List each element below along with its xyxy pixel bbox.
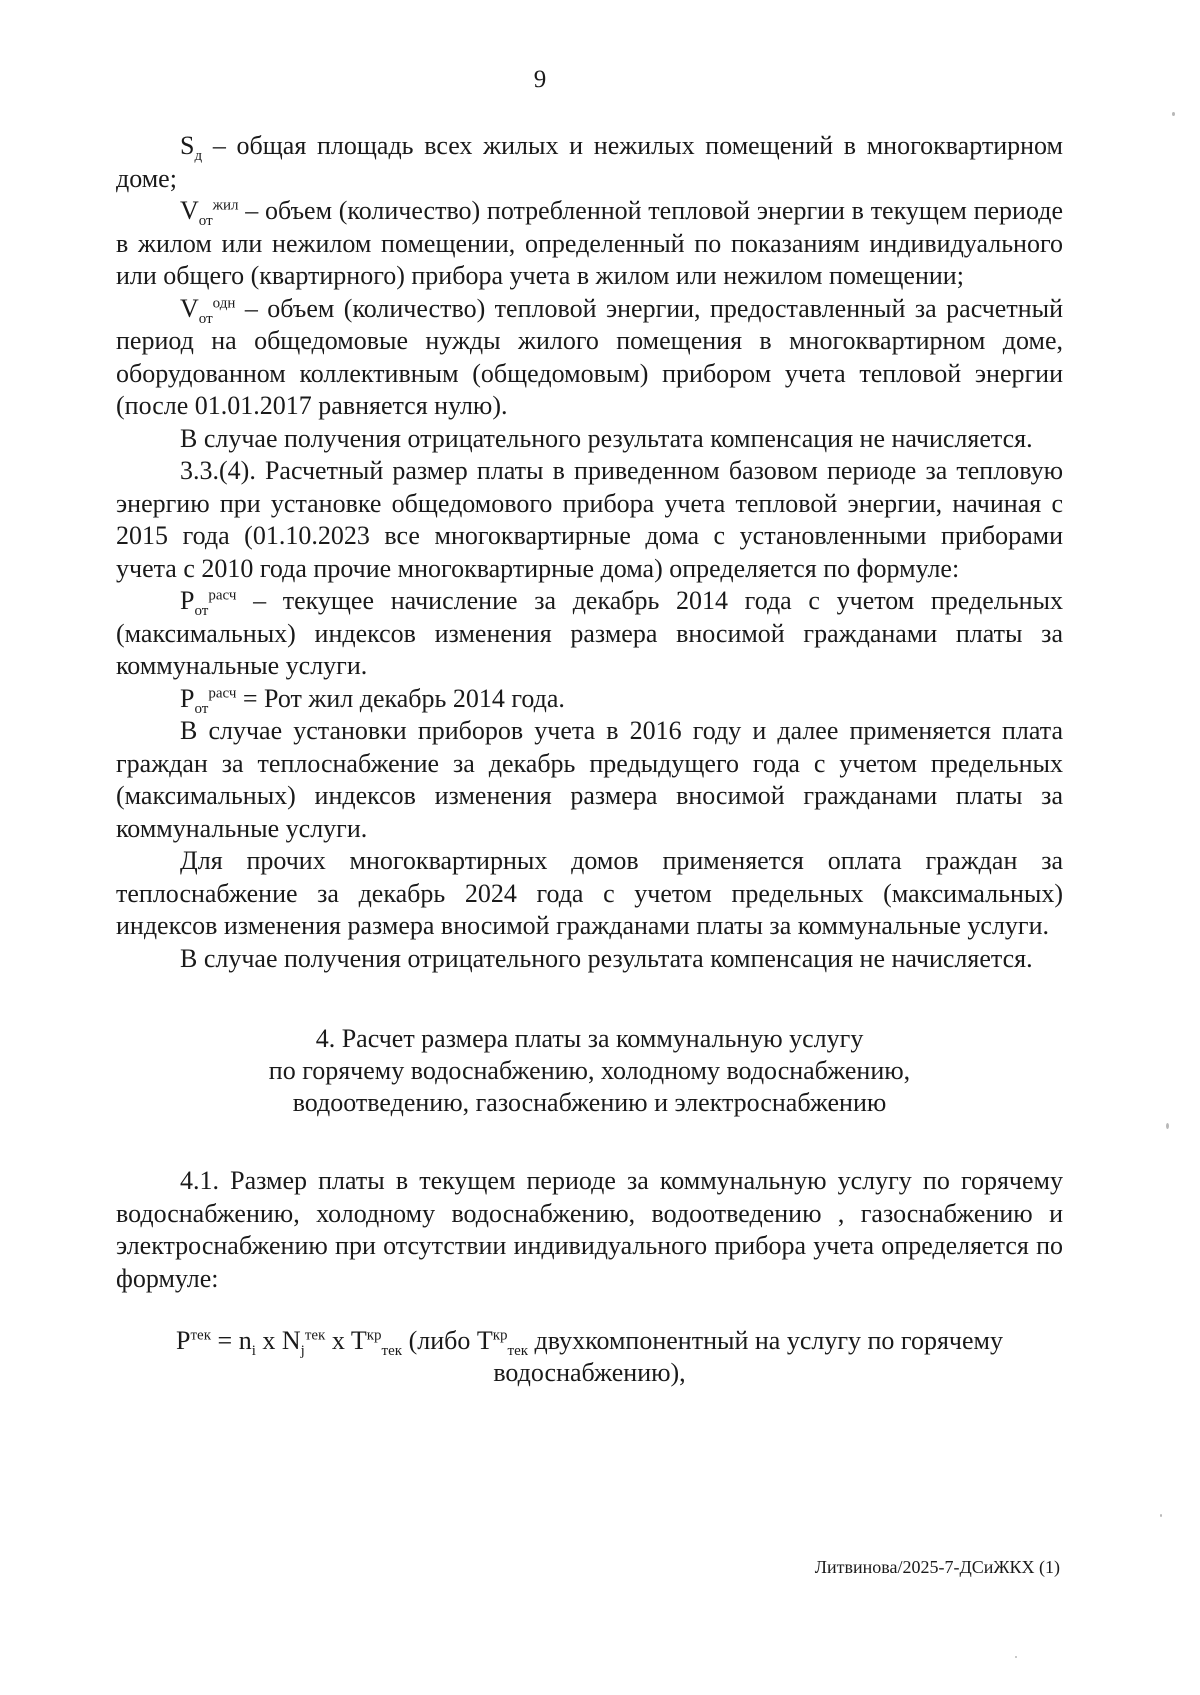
definition-s-d: $S_д$ – общая площадь всех жилых и нежилых помещений в многоквартирном доме; (116, 131, 1063, 193)
section-4-heading (116, 1023, 1063, 1119)
document-body (116, 130, 1063, 1389)
page-number: 9 (533, 66, 547, 93)
scan-speck (1172, 112, 1175, 116)
definition-p-rasch: $P_{от}^{расч}$ – текущее начисление за декабрь 2014 года с учетом предельных (максимальных) индексов изменения размера вносимой гражданами платы за коммунальные услуги. (116, 586, 1063, 680)
paragraph-2016: В случае установки приборов учета в 2016 году и далее применяется плата граждан за теплоснабжение за декабрь предыдущего года с учетом предельных (максимальных) индексов изменения размера вносимой гражданами платы за коммунальные услуги. (116, 716, 1063, 843)
paragraph-negative-result-1: В случае получения отрицательного результата компенсация не начисляется. (180, 423, 1033, 453)
definition-v-zhil: $V_{от}^{жил}$ – объем (количество) потребленной тепловой энергии в текущем периоде в жилом или нежилом помещении, определенный по показаниям индивидуального или общего (квартирного) прибора учета в жилом или нежилом помещении; (116, 196, 1063, 290)
formula-p-tek: $P^{тек} = n_i$ x $N_j^{тек}$ x $T^{кр}_{тек}$ (либо $T^{кр}_{тек}$ двухкомпонентный на услугу по горячему водоснабжению), (176, 1326, 1003, 1387)
document-reference: Литвинова/2025-7-ДСиЖКХ (1) (814, 1557, 1060, 1577)
section-4-heading-line: по горячему водоснабжению, холодному водоснабжению, (268, 1056, 911, 1085)
section-4-heading-line: 4. Расчет размера платы за коммунальную услугу (315, 1024, 864, 1053)
definition-v-odn: $V_{от}^{одн}$ – объем (количество) тепловой энергии, предоставленный за расчетный период на общедомовые нужды жилого помещения в многоквартирном доме, оборудованном коллективным (общедомовым) прибором учета тепловой энергии (после 01.01.2017 равняется нулю). (116, 293, 1063, 420)
paragraph-3-3-4: 3.3.(4). Расчетный размер платы в приведенном базовом периоде за тепловую энергию при установке общедомового прибора учета тепловой энергии, начиная с 2015 года (01.10.2023 все многоквартирные дома с установленными приборами учета с 2010 года прочие многоквартирные дома) определяется по формуле: (116, 456, 1063, 583)
paragraph-4-1: 4.1. Размер платы в текущем периоде за коммунальную услугу по горячему водоснабжению, холодному водоснабжению, водоотведению , газоснабжению и электроснабжению при отсутствии индивидуального прибора учета определяется по формуле: (116, 1166, 1063, 1293)
scan-speck (1160, 1514, 1162, 1517)
scan-speck (1166, 1123, 1169, 1129)
paragraph-negative-result-2: В случае получения отрицательного результата компенсация не начисляется. (180, 943, 1033, 973)
equation-p-rasch: $P_{от}^{расч}$ = Рот жил декабрь 2014 года. (180, 683, 565, 717)
scan-speck (1015, 1656, 1017, 1658)
section-4-heading-line: водоотведению, газоснабжению и электроснабжению (292, 1088, 887, 1117)
paragraph-other-buildings: Для прочих многоквартирных домов применяется оплата граждан за теплоснабжение за декабрь 2024 года с учетом предельных (максимальных) индексов изменения размера вносимой гражданами платы за коммунальные услуги. (116, 846, 1063, 940)
